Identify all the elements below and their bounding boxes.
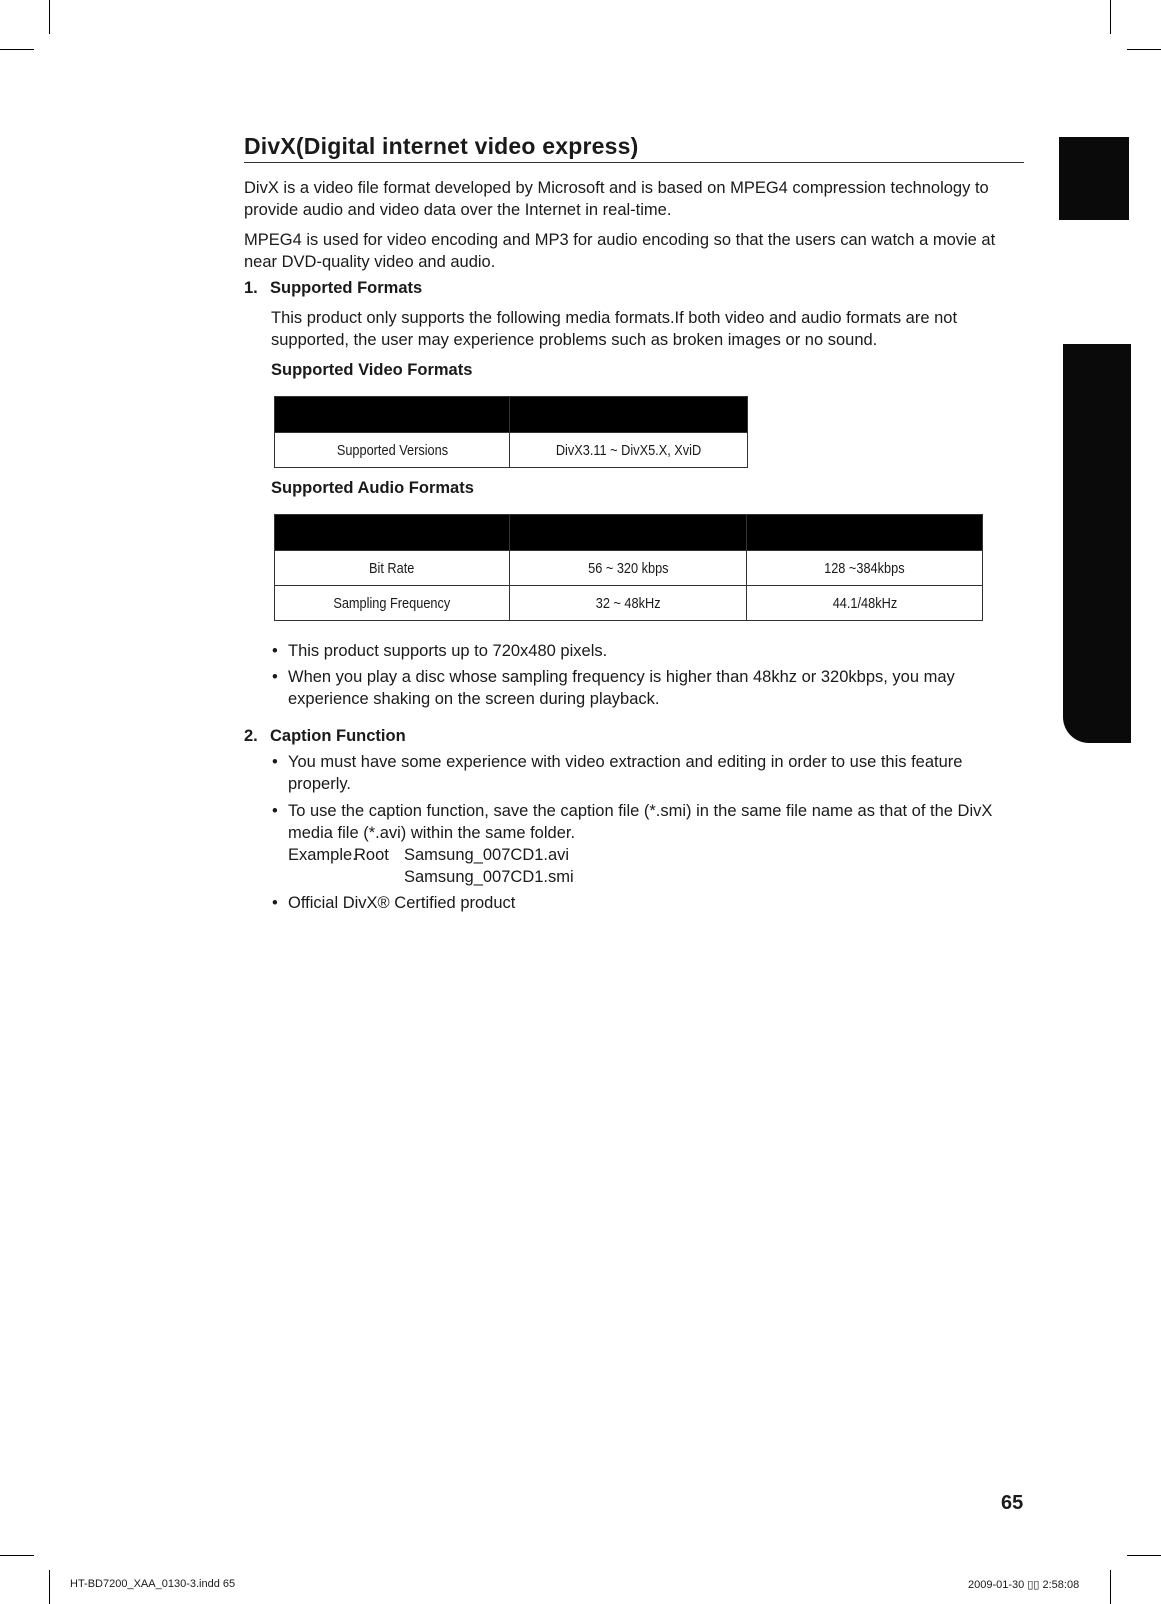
example-row <box>288 844 1028 866</box>
table-row <box>275 433 748 468</box>
section-heading-text: Supported Formats <box>270 279 423 297</box>
bullet-dot: • <box>272 802 278 820</box>
bullet-text: Official DivX® Certified product <box>288 894 516 912</box>
example-label: Example. <box>288 846 357 864</box>
crop-mark <box>49 0 50 34</box>
table-cell: 128 ~384kbps <box>824 559 905 577</box>
example-row <box>288 866 1028 888</box>
section-tab-side <box>1063 344 1131 743</box>
bullet-text: You must have some experience with video extraction and editing in order to use this feature properly. <box>288 753 963 793</box>
crop-mark <box>0 49 34 50</box>
note-text: When you play a disc whose sampling frequency is higher than 48khz or 320kbps, you may experience shaking on the screen during playback. <box>288 668 955 708</box>
section-1-body: This product only supports the following media formats.If both video and audio formats are not supported, the user may experience problems such as broken images or no sound. <box>271 309 958 349</box>
section-1-heading <box>244 279 422 298</box>
page-title: DivX(Digital internet video express) <box>244 133 1024 163</box>
note-bullet <box>272 666 1028 710</box>
table-header-row <box>275 397 748 433</box>
table-row <box>275 551 983 586</box>
footer-timestamp: 2009-01-30 ▯▯ 2:58:08 <box>968 1579 1080 1591</box>
section-2-heading <box>244 727 406 746</box>
audio-formats-table <box>274 514 983 621</box>
crop-mark <box>1110 1570 1111 1604</box>
video-formats-heading: Supported Video Formats <box>271 361 473 379</box>
section-number: 2. <box>244 727 258 745</box>
table-cell: 44.1/48kHz <box>832 594 897 612</box>
table-header-row <box>275 515 983 551</box>
table-cell: Sampling Frequency <box>333 594 451 612</box>
crop-mark <box>1110 0 1111 34</box>
crop-mark <box>0 1555 34 1556</box>
section-heading-text: Caption Function <box>270 727 406 745</box>
footer-file-info: HT-BD7200_XAA_0130-3.indd 65 <box>70 1578 236 1590</box>
section-number: 1. <box>244 279 258 297</box>
bullet-dot: • <box>272 894 278 912</box>
video-formats-table <box>274 396 748 468</box>
table-cell: DivX3.11 ~ DivX5.X, XviD <box>555 441 702 459</box>
bullet-dot: • <box>272 642 278 660</box>
crop-mark <box>1127 1555 1161 1556</box>
caption-bullet <box>272 800 1028 888</box>
table-cell: 32 ~ 48kHz <box>595 594 661 612</box>
caption-bullet <box>272 751 1028 795</box>
example-file: Samsung_007CD1.avi <box>404 846 570 864</box>
intro-paragraph-1: DivX is a video file format developed by Microsoft and is based on MPEG4 compression technology to provide audio and video data over the Internet in real-time. <box>244 179 989 219</box>
table-row <box>275 586 983 621</box>
table-cell: Bit Rate <box>369 559 415 577</box>
bullet-dot: • <box>272 753 278 771</box>
table-cell: Supported Versions <box>336 441 448 459</box>
example-folder: Root <box>354 846 389 864</box>
bullet-text: To use the caption function, save the caption file (*.smi) in the same file name as that of the DivX media file (*.avi) within the same folder. <box>288 802 993 842</box>
audio-formats-heading: Supported Audio Formats <box>271 479 474 497</box>
caption-bullet <box>272 892 1028 914</box>
crop-mark <box>49 1570 50 1604</box>
crop-mark <box>1127 49 1161 50</box>
note-text: This product supports up to 720x480 pixels. <box>288 642 608 660</box>
table-cell: 56 ~ 320 kbps <box>587 559 669 577</box>
example-file: Samsung_007CD1.smi <box>404 868 574 886</box>
bullet-dot: • <box>272 668 278 686</box>
note-bullet <box>272 640 1028 662</box>
section-tab-marker <box>1059 137 1129 220</box>
intro-paragraph-2: MPEG4 is used for video encoding and MP3 for audio encoding so that the users can watch a movie at near DVD-quality video and audio. <box>244 231 996 271</box>
page-number: 65 <box>1001 1492 1024 1514</box>
